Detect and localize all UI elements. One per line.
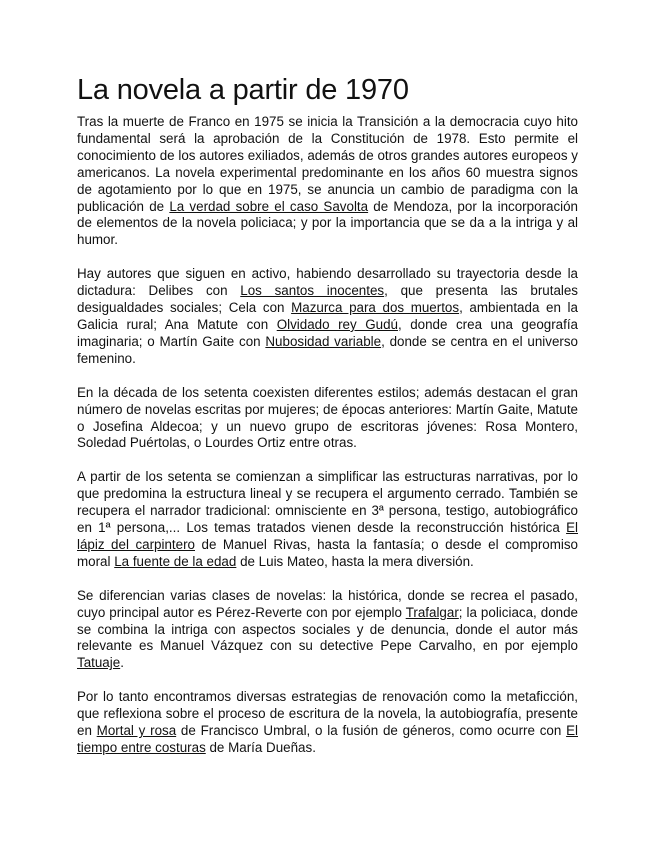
link-nubosidad-variable[interactable]: Nubosidad variable <box>265 333 382 349</box>
paragraph-text: A partir de los setenta se comienzan a simplificar las estructuras narrativas, por lo que predomina la estructura lineal y se recupera el argumento cerrado. También se recupera el narrador tradicional: omnisciente en 3ª persona, testigo, autobiográfico en 1ª persona,... Los temas tratados vienen desde la reconstrucción histórica <box>77 469 578 536</box>
paragraph-text: , donde crea una geografía imaginaria; o Martín Gaite con <box>77 316 579 349</box>
link-olvidado-rey-gudu[interactable]: Olvidado rey Gudú <box>276 316 398 332</box>
link-la-verdad-sobre-el-caso-savolta[interactable]: La verdad sobre el caso Savolta <box>169 198 369 214</box>
link-el-tiempo-entre-costuras[interactable]: El tiempo entre costuras <box>77 723 578 755</box>
link-la-fuente-de-la-edad[interactable]: La fuente de la edad <box>114 553 237 569</box>
paragraph-text: . <box>120 655 124 671</box>
paragraph-text: de Manuel Rivas, hasta la fantasía; o desde el compromiso moral <box>77 536 578 569</box>
paragraph-estrategias-renovacion <box>77 689 578 757</box>
paragraph-text: En la década de los setenta coexisten diferentes estilos; además destacan el gran número de novelas escritas por mujeres; de épocas anteriores: Martín Gaite, Matute o Josefina Aldecoa; y un nuevo grupo de escritoras jóvenes: Rosa Montero, Soledad Puértolas, o Lourdes Ortiz entre otras. <box>77 384 578 451</box>
paragraph-text: , que presenta las brutales desigualdades sociales; Cela con <box>77 283 579 316</box>
paragraph-text: Hay autores que siguen en activo, habiendo desarrollado su trayectoria desde la dictadura: Delibes con <box>77 266 578 299</box>
paragraph-clases-de-novelas <box>77 588 578 673</box>
paragraph-transicion <box>77 114 578 249</box>
paragraph-text: , ambientada en la Galicia rural; Ana Matute con <box>77 300 578 332</box>
paragraph-estructuras-narrativas <box>77 469 578 570</box>
link-el-lapiz-del-carpintero[interactable]: El lápiz del carpintero <box>77 520 578 552</box>
link-los-santos-inocentes[interactable]: Los santos inocentes <box>240 283 385 299</box>
link-mazurca-para-dos-muertos[interactable]: Mazurca para dos muertos <box>291 300 460 316</box>
link-tatuaje[interactable]: Tatuaje <box>77 655 121 671</box>
document-page <box>77 72 578 774</box>
paragraph-text: Por lo tanto encontramos diversas estrategias de renovación como la metaficción, que reflexiona sobre el proceso de escritura de la novela, la autobiografía, presente en <box>77 689 578 739</box>
paragraph-text: de Francisco Umbral, o la fusión de géneros, como ocurre con <box>176 723 567 739</box>
paragraph-text: de Mendoza, por la incorporación de elementos de la novela policiaca; y por la importancia que se da a la intriga y al humor. <box>77 198 579 248</box>
paragraph-text: de María Dueñas. <box>205 740 316 755</box>
paragraph-text: Se diferencian varias clases de novelas: la histórica, donde se recrea el pasado, cuyo principal autor es Pérez-Reverte con por ejemplo <box>77 587 578 620</box>
paragraph-text: de Luis Mateo, hasta la mera diversión. <box>236 553 474 569</box>
paragraph-autores-en-activo <box>77 266 578 367</box>
paragraph-text: ; la policiaca, donde se combina la intriga con aspectos sociales y de denuncia, donde el autor más relevante es Manuel Vázquez con su detective Pepe Carvalho, en por ejemplo <box>77 604 578 654</box>
link-trafalgar[interactable]: Trafalgar <box>405 604 459 620</box>
paragraph-text: Tras la muerte de Franco en 1975 se inicia la Transición a la democracia cuyo hito fundamental será la aprobación de la Constitución de 1978. Esto permite el conocimiento de los autores exiliados, además de otros grandes autores europeos y americanos. La novela experimental predominante en los años 60 muestra signos de agotamiento por lo que en 1975, se anuncia un cambio de paradigma con la publicación de <box>77 114 578 214</box>
page-title: La novela a partir de 1970 <box>77 74 409 106</box>
link-mortal-y-rosa[interactable]: Mortal y rosa <box>96 723 177 739</box>
paragraph-text: , donde se centra en el universo femenino. <box>77 333 578 366</box>
paragraph-decada-setenta <box>77 385 578 453</box>
